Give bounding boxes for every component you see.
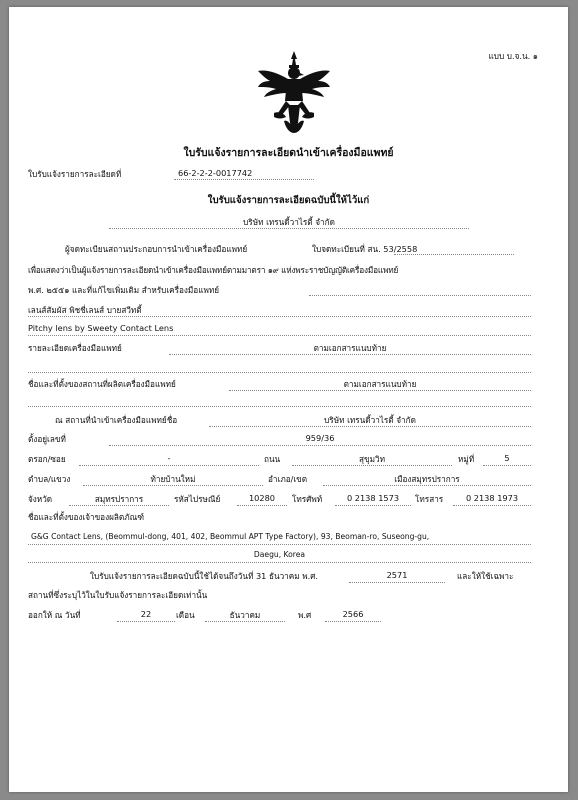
fax-label: โทรสาร [415,494,444,504]
receipt-no-label: ใบรับแจ้งรายการละเอียดที่ [28,169,122,179]
company-name: บริษัท เทรนดี้วาไรตี้ จำกัด [243,217,335,227]
soi-dotline [79,465,259,466]
registration-no: ใบจดทะเบียนที่ สน. 53/2558 [312,244,418,254]
address-no-label: ตั้งอยู่เลขที่ [28,434,66,444]
detail-value: ตามเอกสารแนบท้าย [313,343,387,353]
document-page [9,7,568,792]
receipt-no-value: 66-2-2-2-0017742 [178,168,253,178]
phone-dotline [335,505,411,506]
import-place-label: ณ สถานที่นำเข้าเครื่องมือแพทย์ชื่อ [55,415,178,425]
owner-dotline-1 [28,544,531,545]
product-name-en: Pitchy lens by Sweety Contact Lens [28,323,174,333]
postcode-value: 10280 [248,493,276,503]
issued-day-dotline [117,621,175,622]
soi-value: - [167,453,171,463]
product-en-dotline [28,335,531,336]
year-label: พ.ศ [298,610,312,620]
mfg-place-value: ตามเอกสารแนบท้าย [343,379,417,389]
road-label: ถนน [264,454,281,464]
intro-line-2: เพื่อแสดงว่าเป็นผู้แจ้งรายการละเอียดนำเข้าเครื่องมือแพทย์ตามมาตรา ๑๙ แห่งพระราชบัญญัติเครื่องมือแพทย์ [28,265,399,275]
month-label: เดือน [176,610,195,620]
garuda-emblem-icon [256,49,332,133]
mfg-place-label: ชื่อและที่ตั้งของสถานที่ผลิตเครื่องมือแพทย์ [28,379,176,389]
moo-dotline [483,465,531,466]
document-subtitle: ใบรับแจ้งรายการละเอียดฉบับนี้ให้ไว้แก่ [207,195,370,206]
postcode-dotline [237,505,287,506]
validity-year-dotline [349,582,445,583]
import-place-dotline [209,426,531,427]
mfg-place-dotline [229,390,531,391]
registration-dotline [394,254,514,255]
validity-text: ใบรับแจ้งรายการละเอียดฉบับนี้ใช้ได้จนถึงวันที่ 31 ธันวาคม พ.ศ. [90,571,319,581]
fax-dotline [453,505,531,506]
district-dotline [323,485,531,486]
issued-year: 2566 [342,609,364,619]
province-value: สมุทรปราการ [94,494,144,504]
intro-line-3: พ.ศ. ๒๕๕๑ และที่แก้ไขเพิ่มเติม สำหรับเครื่องมือแพทย์ [28,285,220,295]
issued-label: ออกให้ ณ วันที่ [28,610,81,620]
import-place-value: บริษัท เทรนดี้วาไรตี้ จำกัด [324,415,416,425]
owner-dotline-2 [28,562,531,563]
form-code: แบบ บ.จ.น. ๑ [488,51,538,61]
soi-label: ตรอก/ซอย [28,454,66,464]
issued-day: 22 [140,609,152,619]
detail-dotline-2 [28,372,531,373]
company-dotline [109,228,469,229]
owner-label: ชื่อและที่ตั้งของเจ้าของผลิตภัณฑ์ [28,512,145,522]
product-th-dotline [28,316,531,317]
moo-label: หมู่ที่ [458,454,475,464]
mfg-place-dotline-2 [28,406,531,407]
intro-dotline [309,295,531,296]
validity-year: 2571 [386,570,408,580]
fax-value: 0 2138 1973 [465,493,519,503]
province-dotline [69,505,169,506]
subdistrict-label: ตำบล/แขวง [28,474,71,484]
owner-address-line-1: G&G Contact Lens, (Beommul-dong, 401, 402, Beommul APT Type Factory), 93, Beoman-ro, Suseong-gu, [31,532,430,541]
document-title: ใบรับแจ้งรายการละเอียดนำเข้าเครื่องมือแพทย์ [183,147,394,159]
moo-value: 5 [504,453,510,463]
address-no-dotline [109,445,531,446]
province-label: จังหวัด [28,494,53,504]
road-value: สุขุมวิท [359,454,385,464]
address-no-value: 959/36 [305,433,335,443]
detail-label: รายละเอียดเครื่องมือแพทย์ [28,343,122,353]
owner-address-line-2: Daegu, Korea [253,550,306,559]
district-label: อำเภอ/เขต [268,474,308,484]
issued-month-dotline [205,621,285,622]
validity-tail: และให้ใช้เฉพาะ [457,571,514,581]
issued-month: ธันวาคม [229,610,261,620]
district-value: เมืองสมุทรปราการ [394,474,460,484]
intro-line-1: ผู้จดทะเบียนสถานประกอบการนำเข้าเครื่องมือแพทย์ [65,244,248,254]
receipt-no-dotline [174,179,314,180]
validity-line-2: สถานที่ซึ่งระบุไว้ในใบรับแจ้งรายการละเอียดเท่านั้น [28,590,208,600]
phone-label: โทรศัพท์ [292,494,323,504]
subdistrict-dotline [83,485,263,486]
road-dotline [292,465,452,466]
postcode-label: รหัสไปรษณีย์ [174,494,221,504]
issued-year-dotline [325,621,381,622]
product-name-th: เลนส์สัมผัส พิชชี่เลนส์ บายสวีทตี้ [28,305,142,315]
subdistrict-value: ท้ายบ้านใหม่ [150,474,196,484]
detail-dotline [169,354,531,355]
phone-value: 0 2138 1573 [346,493,400,503]
